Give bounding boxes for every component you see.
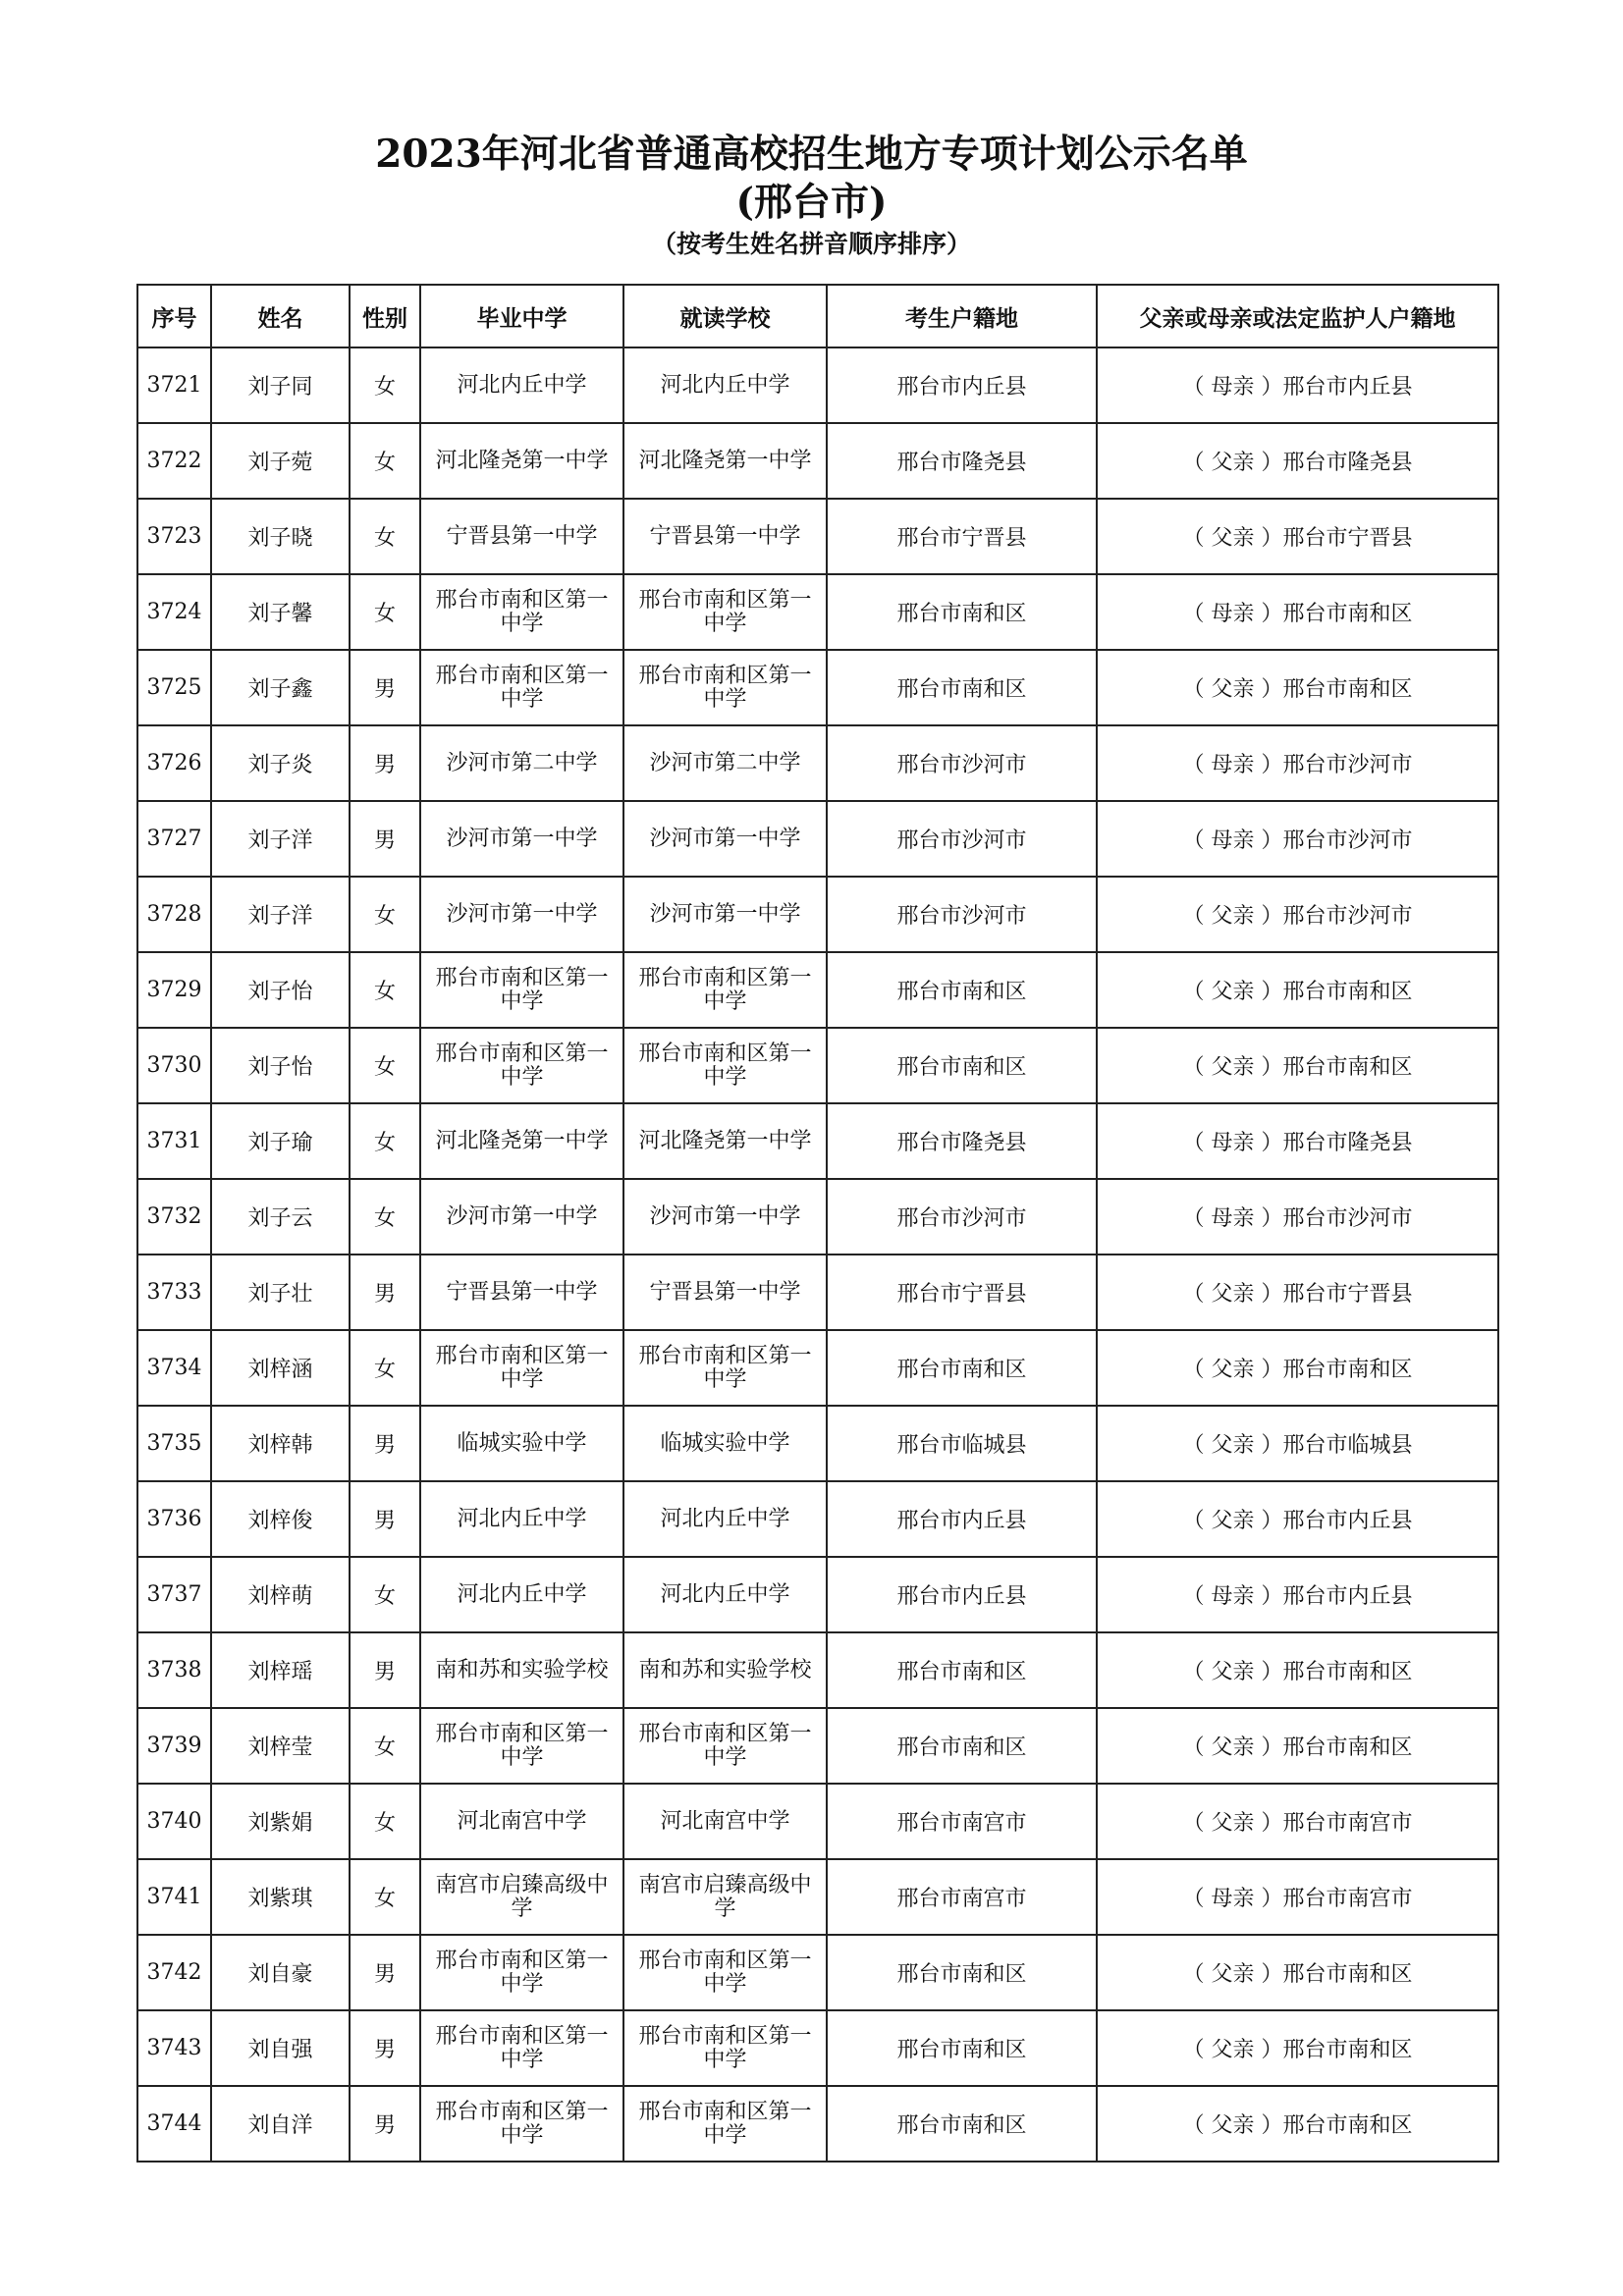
cell-study-school: 河北隆尧第一中学 bbox=[623, 1103, 827, 1179]
cell-name: 刘子菀 bbox=[211, 423, 350, 499]
cell-name: 刘梓涵 bbox=[211, 1330, 350, 1406]
cell-guardian: （ 母亲 ）邢台市沙河市 bbox=[1097, 801, 1498, 877]
cell-gender: 男 bbox=[350, 1406, 420, 1481]
cell-domicile: 邢台市内丘县 bbox=[827, 1481, 1097, 1557]
cell-study-school: 邢台市南和区第一中学 bbox=[623, 574, 827, 650]
cell-study-school: 河北隆尧第一中学 bbox=[623, 423, 827, 499]
cell-grad-school: 南宫市启臻高级中学 bbox=[420, 1859, 623, 1935]
cell-domicile: 邢台市南和区 bbox=[827, 1935, 1097, 2010]
cell-gender: 男 bbox=[350, 1481, 420, 1557]
cell-grad-school: 临城实验中学 bbox=[420, 1406, 623, 1481]
table-row bbox=[137, 2010, 1498, 2086]
cell-study-school: 临城实验中学 bbox=[623, 1406, 827, 1481]
cell-gender: 女 bbox=[350, 423, 420, 499]
cell-study-school: 邢台市南和区第一中学 bbox=[623, 1330, 827, 1406]
cell-guardian: （ 父亲 ）邢台市临城县 bbox=[1097, 1406, 1498, 1481]
cell-grad-school: 邢台市南和区第一中学 bbox=[420, 574, 623, 650]
cell-grad-school: 邢台市南和区第一中学 bbox=[420, 1028, 623, 1103]
table-row bbox=[137, 801, 1498, 877]
cell-gender: 女 bbox=[350, 1557, 420, 1632]
cell-domicile: 邢台市宁晋县 bbox=[827, 1255, 1097, 1330]
table-row bbox=[137, 423, 1498, 499]
cell-study-school: 南和苏和实验学校 bbox=[623, 1632, 827, 1708]
cell-name: 刘自强 bbox=[211, 2010, 350, 2086]
cell-study-school: 沙河市第一中学 bbox=[623, 1179, 827, 1255]
cell-domicile: 邢台市南和区 bbox=[827, 1028, 1097, 1103]
table-row bbox=[137, 1784, 1498, 1859]
cell-name: 刘梓莹 bbox=[211, 1708, 350, 1784]
cell-grad-school: 宁晋县第一中学 bbox=[420, 1255, 623, 1330]
cell-no: 3743 bbox=[137, 2010, 211, 2086]
cell-domicile: 邢台市隆尧县 bbox=[827, 423, 1097, 499]
cell-study-school: 河北内丘中学 bbox=[623, 1481, 827, 1557]
cell-study-school: 南宫市启臻高级中学 bbox=[623, 1859, 827, 1935]
col-header-domicile: 考生户籍地 bbox=[827, 285, 1097, 347]
cell-no: 3723 bbox=[137, 499, 211, 574]
col-header-name: 姓名 bbox=[211, 285, 350, 347]
cell-domicile: 邢台市沙河市 bbox=[827, 1179, 1097, 1255]
cell-study-school: 邢台市南和区第一中学 bbox=[623, 1028, 827, 1103]
cell-guardian: （ 父亲 ）邢台市内丘县 bbox=[1097, 1481, 1498, 1557]
cell-domicile: 邢台市临城县 bbox=[827, 1406, 1097, 1481]
cell-name: 刘紫娟 bbox=[211, 1784, 350, 1859]
page-title: 2023年河北省普通高校招生地方专项计划公示名单 bbox=[375, 132, 1248, 177]
cell-gender: 男 bbox=[350, 650, 420, 725]
cell-grad-school: 沙河市第二中学 bbox=[420, 725, 623, 801]
cell-name: 刘子云 bbox=[211, 1179, 350, 1255]
table-row bbox=[137, 725, 1498, 801]
cell-guardian: （ 母亲 ）邢台市南和区 bbox=[1097, 574, 1498, 650]
cell-domicile: 邢台市南和区 bbox=[827, 574, 1097, 650]
cell-grad-school: 沙河市第一中学 bbox=[420, 877, 623, 952]
table-row bbox=[137, 650, 1498, 725]
cell-domicile: 邢台市宁晋县 bbox=[827, 499, 1097, 574]
cell-no: 3722 bbox=[137, 423, 211, 499]
cell-study-school: 河北南宫中学 bbox=[623, 1784, 827, 1859]
cell-no: 3724 bbox=[137, 574, 211, 650]
cell-study-school: 河北内丘中学 bbox=[623, 1557, 827, 1632]
cell-name: 刘梓瑶 bbox=[211, 1632, 350, 1708]
cell-gender: 男 bbox=[350, 1632, 420, 1708]
cell-name: 刘子洋 bbox=[211, 877, 350, 952]
header-row bbox=[137, 285, 1498, 347]
table-row bbox=[137, 2086, 1498, 2162]
cell-no: 3733 bbox=[137, 1255, 211, 1330]
cell-grad-school: 宁晋县第一中学 bbox=[420, 499, 623, 574]
cell-no: 3730 bbox=[137, 1028, 211, 1103]
col-header-study-school: 就读学校 bbox=[623, 285, 827, 347]
cell-study-school: 沙河市第一中学 bbox=[623, 877, 827, 952]
cell-study-school: 邢台市南和区第一中学 bbox=[623, 2086, 827, 2162]
sort-note: （按考生姓名拼音顺序排序） bbox=[651, 230, 971, 258]
cell-guardian: （ 母亲 ）邢台市沙河市 bbox=[1097, 1179, 1498, 1255]
table-row bbox=[137, 499, 1498, 574]
cell-gender: 女 bbox=[350, 1103, 420, 1179]
cell-domicile: 邢台市内丘县 bbox=[827, 347, 1097, 423]
cell-gender: 女 bbox=[350, 952, 420, 1028]
table-row bbox=[137, 1103, 1498, 1179]
cell-name: 刘子鑫 bbox=[211, 650, 350, 725]
cell-study-school: 沙河市第一中学 bbox=[623, 801, 827, 877]
cell-no: 3739 bbox=[137, 1708, 211, 1784]
cell-name: 刘梓韩 bbox=[211, 1406, 350, 1481]
cell-grad-school: 河北内丘中学 bbox=[420, 1557, 623, 1632]
cell-no: 3738 bbox=[137, 1632, 211, 1708]
cell-study-school: 邢台市南和区第一中学 bbox=[623, 1708, 827, 1784]
cell-grad-school: 沙河市第一中学 bbox=[420, 801, 623, 877]
cell-domicile: 邢台市内丘县 bbox=[827, 1557, 1097, 1632]
cell-study-school: 邢台市南和区第一中学 bbox=[623, 650, 827, 725]
cell-domicile: 邢台市南和区 bbox=[827, 2010, 1097, 2086]
cell-domicile: 邢台市沙河市 bbox=[827, 725, 1097, 801]
cell-guardian: （ 父亲 ）邢台市宁晋县 bbox=[1097, 499, 1498, 574]
cell-guardian: （ 母亲 ）邢台市沙河市 bbox=[1097, 725, 1498, 801]
cell-grad-school: 邢台市南和区第一中学 bbox=[420, 1330, 623, 1406]
table-row bbox=[137, 1179, 1498, 1255]
cell-no: 3736 bbox=[137, 1481, 211, 1557]
cell-domicile: 邢台市南和区 bbox=[827, 1330, 1097, 1406]
cell-gender: 男 bbox=[350, 1255, 420, 1330]
roster-body bbox=[137, 347, 1498, 2162]
cell-grad-school: 河北内丘中学 bbox=[420, 347, 623, 423]
cell-guardian: （ 父亲 ）邢台市隆尧县 bbox=[1097, 423, 1498, 499]
cell-domicile: 邢台市南和区 bbox=[827, 1708, 1097, 1784]
cell-guardian: （ 父亲 ）邢台市南和区 bbox=[1097, 1708, 1498, 1784]
cell-no: 3731 bbox=[137, 1103, 211, 1179]
cell-domicile: 邢台市南宫市 bbox=[827, 1784, 1097, 1859]
cell-name: 刘子炎 bbox=[211, 725, 350, 801]
cell-gender: 女 bbox=[350, 574, 420, 650]
cell-gender: 女 bbox=[350, 1330, 420, 1406]
cell-no: 3732 bbox=[137, 1179, 211, 1255]
cell-gender: 女 bbox=[350, 1028, 420, 1103]
cell-grad-school: 河北南宫中学 bbox=[420, 1784, 623, 1859]
cell-grad-school: 沙河市第一中学 bbox=[420, 1179, 623, 1255]
cell-guardian: （ 父亲 ）邢台市南和区 bbox=[1097, 1632, 1498, 1708]
cell-guardian: （ 父亲 ）邢台市南和区 bbox=[1097, 952, 1498, 1028]
cell-name: 刘子晓 bbox=[211, 499, 350, 574]
city-subtitle: (邢台市) bbox=[735, 180, 888, 225]
cell-domicile: 邢台市南和区 bbox=[827, 1632, 1097, 1708]
cell-grad-school: 河北隆尧第一中学 bbox=[420, 1103, 623, 1179]
cell-name: 刘紫琪 bbox=[211, 1859, 350, 1935]
cell-name: 刘子瑜 bbox=[211, 1103, 350, 1179]
cell-no: 3742 bbox=[137, 1935, 211, 2010]
cell-study-school: 邢台市南和区第一中学 bbox=[623, 2010, 827, 2086]
cell-name: 刘子怡 bbox=[211, 952, 350, 1028]
table-row bbox=[137, 574, 1498, 650]
cell-gender: 女 bbox=[350, 1859, 420, 1935]
cell-guardian: （ 父亲 ）邢台市沙河市 bbox=[1097, 877, 1498, 952]
cell-no: 3741 bbox=[137, 1859, 211, 1935]
cell-name: 刘子怡 bbox=[211, 1028, 350, 1103]
cell-grad-school: 邢台市南和区第一中学 bbox=[420, 650, 623, 725]
cell-guardian: （ 父亲 ）邢台市南和区 bbox=[1097, 2010, 1498, 2086]
cell-grad-school: 邢台市南和区第一中学 bbox=[420, 952, 623, 1028]
cell-gender: 女 bbox=[350, 1179, 420, 1255]
table-row bbox=[137, 1406, 1498, 1481]
col-header-gender: 性别 bbox=[350, 285, 420, 347]
cell-no: 3729 bbox=[137, 952, 211, 1028]
cell-grad-school: 邢台市南和区第一中学 bbox=[420, 1708, 623, 1784]
cell-guardian: （ 母亲 ）邢台市内丘县 bbox=[1097, 1557, 1498, 1632]
cell-grad-school: 邢台市南和区第一中学 bbox=[420, 2086, 623, 2162]
cell-gender: 女 bbox=[350, 499, 420, 574]
cell-domicile: 邢台市沙河市 bbox=[827, 801, 1097, 877]
cell-domicile: 邢台市隆尧县 bbox=[827, 1103, 1097, 1179]
table-row bbox=[137, 1935, 1498, 2010]
col-header-guardian: 父亲或母亲或法定监护人户籍地 bbox=[1097, 285, 1498, 347]
cell-gender: 男 bbox=[350, 2086, 420, 2162]
cell-name: 刘自洋 bbox=[211, 2086, 350, 2162]
cell-no: 3744 bbox=[137, 2086, 211, 2162]
cell-no: 3728 bbox=[137, 877, 211, 952]
cell-gender: 男 bbox=[350, 725, 420, 801]
cell-name: 刘子馨 bbox=[211, 574, 350, 650]
cell-guardian: （ 父亲 ）邢台市南和区 bbox=[1097, 650, 1498, 725]
cell-guardian: （ 父亲 ）邢台市宁晋县 bbox=[1097, 1255, 1498, 1330]
cell-grad-school: 南和苏和实验学校 bbox=[420, 1632, 623, 1708]
cell-name: 刘子洋 bbox=[211, 801, 350, 877]
cell-gender: 女 bbox=[350, 1708, 420, 1784]
roster-table bbox=[136, 284, 1499, 2163]
cell-gender: 女 bbox=[350, 347, 420, 423]
table-row bbox=[137, 1255, 1498, 1330]
table-row bbox=[137, 1330, 1498, 1406]
cell-domicile: 邢台市南和区 bbox=[827, 952, 1097, 1028]
cell-guardian: （ 母亲 ）邢台市隆尧县 bbox=[1097, 1103, 1498, 1179]
table-row bbox=[137, 1481, 1498, 1557]
cell-name: 刘子同 bbox=[211, 347, 350, 423]
cell-study-school: 沙河市第二中学 bbox=[623, 725, 827, 801]
cell-grad-school: 河北内丘中学 bbox=[420, 1481, 623, 1557]
cell-domicile: 邢台市南和区 bbox=[827, 2086, 1097, 2162]
cell-name: 刘梓俊 bbox=[211, 1481, 350, 1557]
cell-no: 3735 bbox=[137, 1406, 211, 1481]
cell-gender: 男 bbox=[350, 1935, 420, 2010]
table-row bbox=[137, 1028, 1498, 1103]
cell-study-school: 宁晋县第一中学 bbox=[623, 499, 827, 574]
cell-study-school: 邢台市南和区第一中学 bbox=[623, 952, 827, 1028]
col-header-no: 序号 bbox=[137, 285, 211, 347]
cell-guardian: （ 母亲 ）邢台市南宫市 bbox=[1097, 1859, 1498, 1935]
cell-name: 刘子壮 bbox=[211, 1255, 350, 1330]
cell-guardian: （ 父亲 ）邢台市南宫市 bbox=[1097, 1784, 1498, 1859]
cell-no: 3725 bbox=[137, 650, 211, 725]
cell-gender: 男 bbox=[350, 2010, 420, 2086]
cell-no: 3737 bbox=[137, 1557, 211, 1632]
cell-domicile: 邢台市南和区 bbox=[827, 650, 1097, 725]
cell-gender: 男 bbox=[350, 801, 420, 877]
cell-guardian: （ 父亲 ）邢台市南和区 bbox=[1097, 1330, 1498, 1406]
cell-no: 3726 bbox=[137, 725, 211, 801]
cell-guardian: （ 父亲 ）邢台市南和区 bbox=[1097, 2086, 1498, 2162]
cell-domicile: 邢台市沙河市 bbox=[827, 877, 1097, 952]
cell-name: 刘自豪 bbox=[211, 1935, 350, 2010]
table-row bbox=[137, 952, 1498, 1028]
cell-grad-school: 邢台市南和区第一中学 bbox=[420, 1935, 623, 2010]
table-row bbox=[137, 1708, 1498, 1784]
cell-study-school: 宁晋县第一中学 bbox=[623, 1255, 827, 1330]
col-header-grad-school: 毕业中学 bbox=[420, 285, 623, 347]
table-row bbox=[137, 1859, 1498, 1935]
cell-guardian: （ 母亲 ）邢台市内丘县 bbox=[1097, 347, 1498, 423]
cell-gender: 女 bbox=[350, 1784, 420, 1859]
cell-guardian: （ 父亲 ）邢台市南和区 bbox=[1097, 1028, 1498, 1103]
cell-grad-school: 河北隆尧第一中学 bbox=[420, 423, 623, 499]
cell-guardian: （ 父亲 ）邢台市南和区 bbox=[1097, 1935, 1498, 2010]
table-row bbox=[137, 1557, 1498, 1632]
cell-name: 刘梓萌 bbox=[211, 1557, 350, 1632]
table-row bbox=[137, 347, 1498, 423]
cell-no: 3727 bbox=[137, 801, 211, 877]
cell-study-school: 河北内丘中学 bbox=[623, 347, 827, 423]
cell-no: 3734 bbox=[137, 1330, 211, 1406]
table-row bbox=[137, 1632, 1498, 1708]
cell-grad-school: 邢台市南和区第一中学 bbox=[420, 2010, 623, 2086]
table-row bbox=[137, 877, 1498, 952]
cell-no: 3721 bbox=[137, 347, 211, 423]
cell-no: 3740 bbox=[137, 1784, 211, 1859]
cell-domicile: 邢台市南宫市 bbox=[827, 1859, 1097, 1935]
cell-study-school: 邢台市南和区第一中学 bbox=[623, 1935, 827, 2010]
cell-gender: 女 bbox=[350, 877, 420, 952]
